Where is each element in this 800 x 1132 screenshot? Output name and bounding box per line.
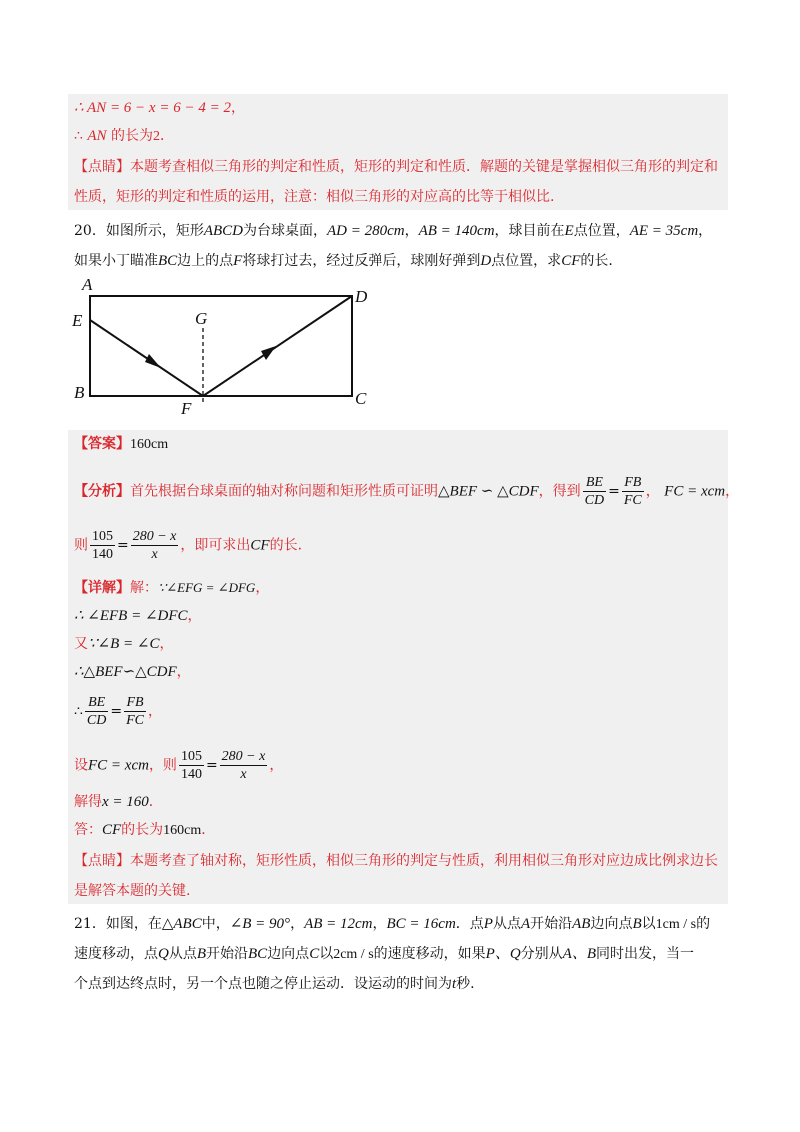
arrow-head-2 (261, 346, 276, 360)
label-c: C (355, 389, 367, 408)
fraction: $\frac{105}{140}$ (180, 749, 202, 782)
equation-an: ∴ AN = 6 − x = 6 − 4 = 2 (74, 100, 231, 116)
detail-line-3: 又∵∠B = ∠C， (74, 636, 174, 652)
answer-line (74, 432, 168, 457)
key-point-2-line-2: 是解答本题的关键. (74, 883, 191, 899)
label-g: G (195, 309, 208, 328)
detail-line-5: ∴ $\frac{BE}{CD}$ = $\frac{FB}{FC}$ ， (74, 695, 162, 728)
answer-value: 160cm (130, 437, 169, 452)
label-d: D (355, 287, 368, 306)
detail-line-2: ∴ ∠EFB = ∠DFC， (74, 608, 202, 624)
detail-line-6: 设FC = xcm，则 $\frac{105}{140}$ = $\frac{280 - x}{x}$ ， (74, 749, 284, 782)
key-point-line-2: 性质，矩形的判定和性质的运用，注意：相似三角形的对应高的比等于相似比. (74, 189, 555, 205)
fraction: $\frac{BE}{CD}$ (584, 475, 605, 508)
fraction: $\frac{FB}{FC}$ (623, 475, 642, 508)
question-20-line-2: 如果小丁瞄准BC边上的点F将球打过去，经过反弹后，球刚好弹到D点位置，求CF的长. (74, 253, 613, 269)
question-21-line-3: 个点到达终点时，另一个点也随之停止运动．设运动的时间为t秒. (74, 976, 475, 992)
fraction: $\frac{280 - x}{x}$ (221, 749, 266, 782)
fraction: $\frac{105}{140}$ (92, 529, 113, 562)
path-f-to-d (203, 296, 352, 396)
conclusion-line-2: ∴ AN 的长为2． (74, 128, 174, 144)
label-e: E (72, 311, 83, 330)
detail-line-7: 解得x = 160． (74, 794, 163, 810)
detail-line-4: ∴△BEF∽△CDF， (74, 664, 191, 680)
detail-line-1: 【详解】解：∵∠EFG = ∠DFG， (74, 580, 270, 596)
fraction: $\frac{280 - x}{x}$ (132, 529, 177, 562)
fraction: $\frac{BE}{CD}$ (86, 695, 107, 728)
path-e-to-f (90, 320, 203, 396)
question-21-line-1: 21．如图，在△ABC中，∠B = 90°，AB = 12cm，BC = 16cm．点P从点A开始沿AB边向点B以1cm / s的 (74, 916, 711, 932)
answer-label: 【答案】 (74, 436, 130, 452)
label-b: B (74, 383, 85, 402)
fraction: $\frac{FB}{FC}$ (126, 695, 144, 728)
question-20-line-1: 20．如图所示，矩形ABCD为台球桌面，AD = 280cm，AB = 140cm，球目前在E点位置，AE = 35cm， (74, 223, 713, 239)
label-a: A (82, 275, 93, 294)
conclusion-line-1: ∴ AN = 6 − x = 6 − 4 = 2， (74, 100, 245, 116)
detail-line-8: 答：CF的长为160cm． (74, 822, 216, 838)
arrow-head-1 (145, 354, 161, 368)
billiard-table-figure (60, 272, 380, 420)
label-f: F (181, 399, 192, 418)
analysis-line-1: 【分析】首先根据台球桌面的轴对称问题和矩形性质可证明△BEF ∽ △CDF，得到 $\frac{BE}{CD}$ = $\frac{FB}{FC}$ ， FC = xcm， (74, 475, 740, 508)
analysis-line-2: 则 $\frac{105}{140}$ = $\frac{280 - x}{x}$ ，即可求出CF的长. (74, 529, 303, 562)
question-21-line-2: 速度移动，点Q从点B开始沿BC边向点C以2cm / s的速度移动，如果P、Q分别从A、B同时出发，当一 (74, 946, 694, 962)
key-point-line-1: 【点睛】本题考查相似三角形的判定和性质，矩形的判定和性质．解题的关键是掌握相似三角形的判定和 (74, 159, 718, 175)
key-point-2-line-1: 【点睛】本题考查了轴对称，矩形性质，相似三角形的判定与性质，利用相似三角形对应边成比例求边长 (74, 853, 718, 869)
